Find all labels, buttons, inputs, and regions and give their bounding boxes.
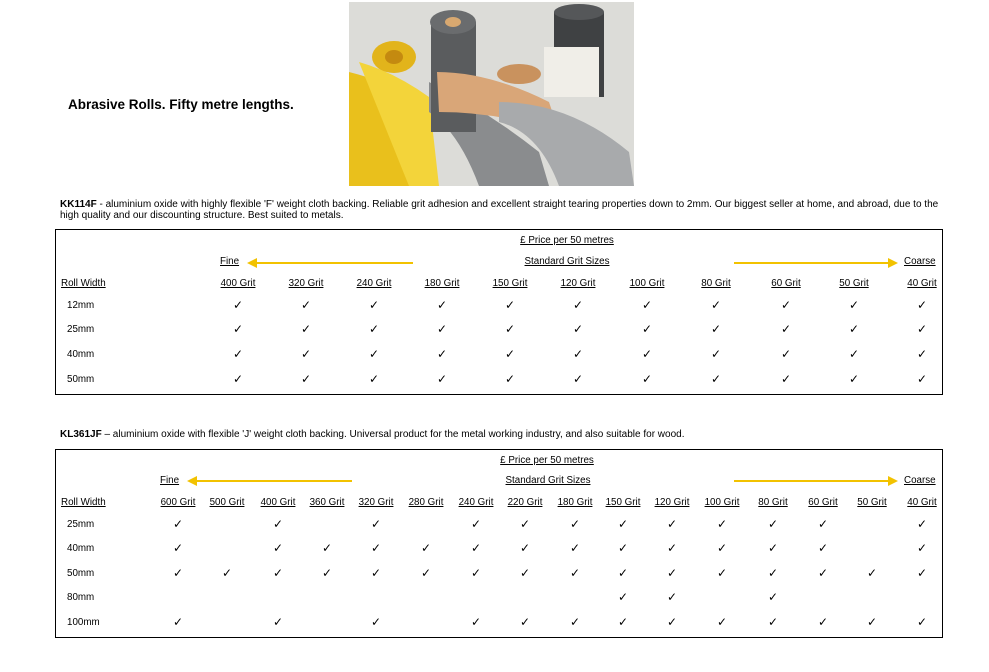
check-icon: ✓ <box>572 322 584 336</box>
check-icon: ✓ <box>272 615 284 629</box>
check-icon: ✓ <box>370 517 382 531</box>
fine-label: Fine <box>160 475 180 486</box>
check-icon: ✓ <box>780 347 792 361</box>
check-icon: ✓ <box>617 541 629 555</box>
check-icon: ✓ <box>916 541 928 555</box>
check-icon: ✓ <box>436 298 448 312</box>
coarse-arrow-icon <box>734 262 889 264</box>
kk114f-code: KK114F <box>60 199 97 210</box>
check-icon: ✓ <box>300 347 312 361</box>
check-icon: ✓ <box>767 517 779 531</box>
check-icon: ✓ <box>436 322 448 336</box>
roll-width-cell: 40mm <box>67 349 95 360</box>
check-icon: ✓ <box>641 298 653 312</box>
check-icon: ✓ <box>780 322 792 336</box>
roll-width-cell: 50mm <box>67 374 95 385</box>
check-icon: ✓ <box>172 566 184 580</box>
check-icon: ✓ <box>817 517 829 531</box>
check-icon: ✓ <box>666 590 678 604</box>
check-icon: ✓ <box>172 615 184 629</box>
check-icon: ✓ <box>470 566 482 580</box>
kl361jf-description-text: – aluminium oxide with flexible 'J' weight cloth backing. Universal product for the metal working industry, and also suitable for wood. <box>101 429 685 440</box>
check-icon: ✓ <box>817 566 829 580</box>
check-icon: ✓ <box>916 298 928 312</box>
check-icon: ✓ <box>617 517 629 531</box>
check-icon: ✓ <box>666 541 678 555</box>
check-icon: ✓ <box>710 322 722 336</box>
check-icon: ✓ <box>572 298 584 312</box>
check-icon: ✓ <box>716 541 728 555</box>
check-icon: ✓ <box>817 541 829 555</box>
check-icon: ✓ <box>916 615 928 629</box>
grit-header: 180 Grit <box>557 497 593 508</box>
grit-header: 360 Grit <box>309 497 345 508</box>
roll-width-cell: 80mm <box>67 592 95 603</box>
coarse-arrow-icon <box>734 480 889 482</box>
check-icon: ✓ <box>817 615 829 629</box>
check-icon: ✓ <box>436 372 448 386</box>
check-icon: ✓ <box>710 347 722 361</box>
check-icon: ✓ <box>641 347 653 361</box>
check-icon: ✓ <box>572 347 584 361</box>
check-icon: ✓ <box>641 322 653 336</box>
roll-width-cell: 25mm <box>67 519 95 530</box>
grit-header: 100 Grit <box>629 278 665 289</box>
check-icon: ✓ <box>617 615 629 629</box>
check-icon: ✓ <box>617 566 629 580</box>
check-icon: ✓ <box>232 322 244 336</box>
grit-header: 60 Grit <box>771 278 801 289</box>
check-icon: ✓ <box>710 298 722 312</box>
grit-header: 40 Grit <box>907 278 937 289</box>
price-label: £ Price per 50 metres <box>500 455 594 466</box>
grit-header: 320 Grit <box>288 278 324 289</box>
kl361jf-code: KL361JF <box>60 429 102 440</box>
check-icon: ✓ <box>848 347 860 361</box>
check-icon: ✓ <box>470 517 482 531</box>
grit-header: 600 Grit <box>160 497 196 508</box>
check-icon: ✓ <box>232 298 244 312</box>
check-icon: ✓ <box>767 615 779 629</box>
grit-sizes-label: Standard Grit Sizes <box>524 256 610 267</box>
grit-header: 150 Grit <box>492 278 528 289</box>
roll-width-cell: 12mm <box>67 300 95 311</box>
grit-header: 80 Grit <box>758 497 788 508</box>
grit-header: 240 Grit <box>458 497 494 508</box>
check-icon: ✓ <box>848 298 860 312</box>
grit-header: 220 Grit <box>507 497 543 508</box>
check-icon: ✓ <box>572 372 584 386</box>
check-icon: ✓ <box>172 517 184 531</box>
grit-header: 50 Grit <box>857 497 887 508</box>
check-icon: ✓ <box>368 298 380 312</box>
grit-header: 240 Grit <box>356 278 392 289</box>
check-icon: ✓ <box>504 347 516 361</box>
check-icon: ✓ <box>300 298 312 312</box>
grit-header: 280 Grit <box>408 497 444 508</box>
check-icon: ✓ <box>436 347 448 361</box>
check-icon: ✓ <box>617 590 629 604</box>
check-icon: ✓ <box>232 372 244 386</box>
roll-width-cell: 100mm <box>67 617 100 628</box>
check-icon: ✓ <box>916 322 928 336</box>
check-icon: ✓ <box>916 372 928 386</box>
check-icon: ✓ <box>470 615 482 629</box>
kk114f-table <box>55 229 943 395</box>
check-icon: ✓ <box>767 541 779 555</box>
check-icon: ✓ <box>321 566 333 580</box>
check-icon: ✓ <box>370 541 382 555</box>
check-icon: ✓ <box>916 347 928 361</box>
check-icon: ✓ <box>420 566 432 580</box>
check-icon: ✓ <box>848 372 860 386</box>
check-icon: ✓ <box>504 322 516 336</box>
check-icon: ✓ <box>641 372 653 386</box>
check-icon: ✓ <box>710 372 722 386</box>
grit-header: 80 Grit <box>701 278 731 289</box>
check-icon: ✓ <box>221 566 233 580</box>
grit-header: 150 Grit <box>605 497 641 508</box>
check-icon: ✓ <box>780 298 792 312</box>
check-icon: ✓ <box>232 347 244 361</box>
grit-header: 500 Grit <box>209 497 245 508</box>
check-icon: ✓ <box>368 347 380 361</box>
fine-arrow-icon <box>256 262 413 264</box>
grit-header: 100 Grit <box>704 497 740 508</box>
coarse-label: Coarse <box>904 475 936 486</box>
check-icon: ✓ <box>300 322 312 336</box>
check-icon: ✓ <box>272 541 284 555</box>
grit-header: 400 Grit <box>260 497 296 508</box>
check-icon: ✓ <box>370 566 382 580</box>
check-icon: ✓ <box>272 566 284 580</box>
roll-width-header: Roll Width <box>61 278 106 289</box>
grit-header: 400 Grit <box>220 278 256 289</box>
roll-width-cell: 40mm <box>67 543 95 554</box>
check-icon: ✓ <box>519 615 531 629</box>
page-title: Abrasive Rolls. Fifty metre lengths. <box>68 97 294 112</box>
fine-arrow-icon <box>196 480 352 482</box>
roll-width-cell: 50mm <box>67 568 95 579</box>
check-icon: ✓ <box>519 566 531 580</box>
check-icon: ✓ <box>716 566 728 580</box>
check-icon: ✓ <box>767 590 779 604</box>
roll-width-cell: 25mm <box>67 324 95 335</box>
grit-header: 320 Grit <box>358 497 394 508</box>
grit-header: 40 Grit <box>907 497 937 508</box>
coarse-label: Coarse <box>904 256 936 267</box>
check-icon: ✓ <box>504 372 516 386</box>
check-icon: ✓ <box>470 541 482 555</box>
check-icon: ✓ <box>916 566 928 580</box>
check-icon: ✓ <box>420 541 432 555</box>
check-icon: ✓ <box>504 298 516 312</box>
check-icon: ✓ <box>172 541 184 555</box>
check-icon: ✓ <box>370 615 382 629</box>
kk114f-description-text: - aluminium oxide with highly flexible 'F' weight cloth backing. Reliable grit adhesion and excellent straight tearing properties down to 2mm. Our biggest seller at home, and abroad, due to the high quality and our discounting structure. Best suited to metals. <box>60 199 939 221</box>
check-icon: ✓ <box>767 566 779 580</box>
check-icon: ✓ <box>716 615 728 629</box>
check-icon: ✓ <box>321 541 333 555</box>
check-icon: ✓ <box>569 566 581 580</box>
check-icon: ✓ <box>569 541 581 555</box>
grit-header: 60 Grit <box>808 497 838 508</box>
grit-header: 120 Grit <box>654 497 690 508</box>
price-label: £ Price per 50 metres <box>520 235 614 246</box>
check-icon: ✓ <box>569 517 581 531</box>
grit-header: 50 Grit <box>839 278 869 289</box>
grit-header: 180 Grit <box>424 278 460 289</box>
check-icon: ✓ <box>666 615 678 629</box>
kl361jf-table <box>55 449 943 638</box>
check-icon: ✓ <box>866 566 878 580</box>
grit-sizes-label: Standard Grit Sizes <box>505 475 591 486</box>
kk114f-description <box>60 199 940 221</box>
check-icon: ✓ <box>368 372 380 386</box>
check-icon: ✓ <box>368 322 380 336</box>
roll-width-header: Roll Width <box>61 497 106 508</box>
check-icon: ✓ <box>666 566 678 580</box>
grit-header: 120 Grit <box>560 278 596 289</box>
check-icon: ✓ <box>519 517 531 531</box>
check-icon: ✓ <box>300 372 312 386</box>
check-icon: ✓ <box>916 517 928 531</box>
abrasive-rolls-photo <box>349 2 634 186</box>
check-icon: ✓ <box>780 372 792 386</box>
kl361jf-description <box>60 429 940 440</box>
check-icon: ✓ <box>519 541 531 555</box>
fine-label: Fine <box>220 256 240 267</box>
check-icon: ✓ <box>272 517 284 531</box>
check-icon: ✓ <box>666 517 678 531</box>
check-icon: ✓ <box>848 322 860 336</box>
check-icon: ✓ <box>569 615 581 629</box>
check-icon: ✓ <box>866 615 878 629</box>
check-icon: ✓ <box>716 517 728 531</box>
